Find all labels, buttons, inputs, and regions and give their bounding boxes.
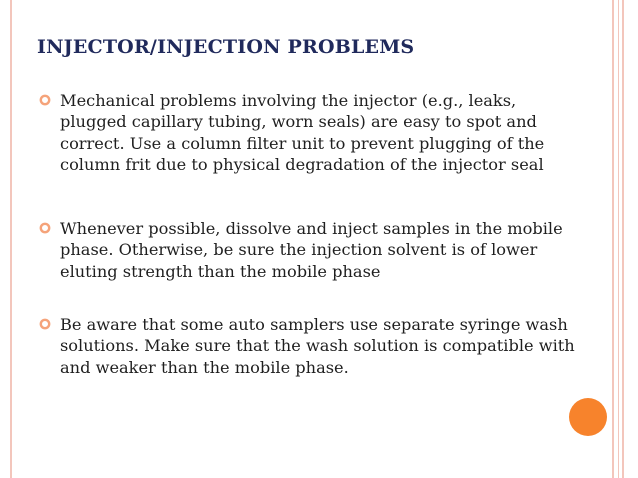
bullet-text: Mechanical problems involving the injector (e.g., leaks, plugged capillary tubing, worn seals) are easy to spot and correct. Use a column filter unit to prevent plugging of the column frit due to physical degradation of the injector seal bbox=[60, 91, 545, 175]
bullet-item bbox=[36, 90, 576, 218]
bullet-text: Whenever possible, dissolve and inject samples in the mobile phase. Otherwise, be sure the injection solvent is of lower eluting strength than the mobile phase bbox=[60, 219, 563, 281]
right-border-line-2 bbox=[618, 0, 619, 478]
bullet-ring-icon bbox=[38, 317, 52, 331]
accent-circle bbox=[569, 398, 607, 436]
bullet-item bbox=[36, 314, 576, 378]
bullet-list bbox=[36, 90, 576, 378]
right-border-line-3 bbox=[622, 0, 624, 478]
slide-title: INJECTOR/INJECTION PROBLEMS bbox=[37, 36, 415, 58]
left-border-line bbox=[10, 0, 12, 478]
bullet-ring-icon bbox=[38, 93, 52, 107]
right-border-line-1 bbox=[612, 0, 614, 478]
bullet-item bbox=[36, 218, 576, 314]
bullet-text: Be aware that some auto samplers use separate syringe wash solutions. Make sure that the wash solution is compatible with and weaker than the mobile phase. bbox=[60, 315, 575, 377]
bullet-ring-icon bbox=[38, 221, 52, 235]
